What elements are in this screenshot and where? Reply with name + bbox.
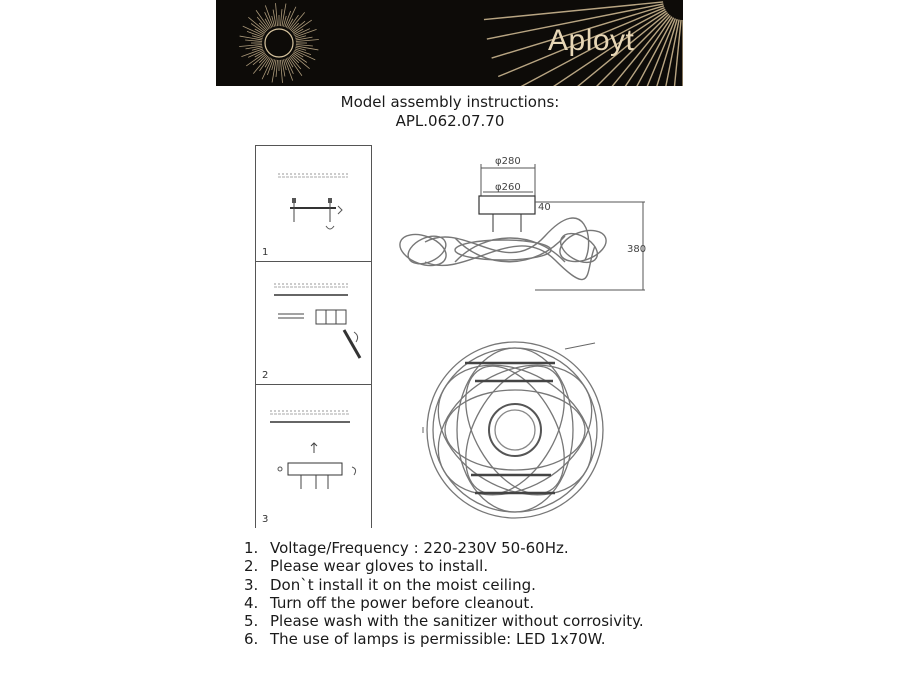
step-panel-1	[256, 146, 371, 262]
inner-diameter-label: φ260	[495, 182, 521, 193]
safety-notes-list	[244, 539, 644, 649]
step-number: 3	[262, 514, 269, 525]
fixture-top-view	[415, 335, 615, 525]
document-title: Model assembly instructions:	[340, 93, 560, 111]
outer-diameter-label: φ280	[495, 156, 521, 167]
list-item: 3. Don`t install it on the moist ceiling.	[244, 575, 536, 594]
assembly-steps	[255, 145, 372, 528]
list-item: 1. Voltage/Frequency : 220-230V 50-60Hz.	[244, 539, 569, 557]
total-height-label: 380	[627, 244, 647, 255]
list-item: 2. Please wear gloves to install.	[244, 557, 489, 576]
list-item: 4. Turn off the power before cleanout.	[244, 593, 535, 612]
step-panel-2	[256, 262, 371, 385]
ceiling-mount-bracket-diagram	[256, 146, 371, 261]
list-item: 6. The use of lamps is permissible: LED 1x70W.	[244, 630, 606, 649]
canopy-height-label: 40	[538, 202, 551, 213]
step-number: 1	[262, 247, 269, 258]
canopy-attach-diagram	[256, 385, 371, 528]
step-number: 2	[262, 370, 269, 381]
step-panel-3	[256, 385, 371, 528]
model-number: APL.062.07.70	[395, 112, 505, 130]
fixture-side-view	[385, 150, 675, 295]
wiring-connection-diagram	[256, 262, 371, 384]
list-item: 5. Please wash with the sanitizer without corrosivity.	[244, 612, 644, 631]
brand-name: Aployt	[548, 24, 635, 57]
brand-banner	[216, 0, 683, 86]
